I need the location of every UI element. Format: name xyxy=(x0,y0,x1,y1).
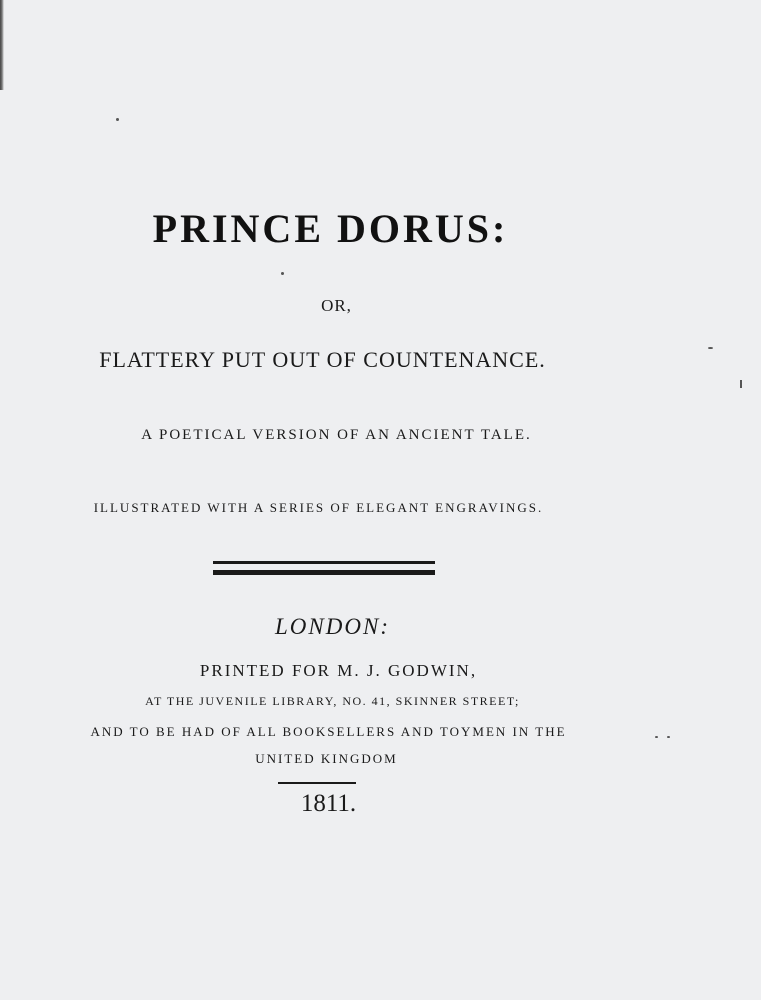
imprint-year: 1811. xyxy=(300,790,357,817)
ink-speck xyxy=(708,347,713,349)
thin-rule xyxy=(213,561,435,564)
or-line: OR, xyxy=(321,296,352,315)
imprint-kingdom: UNITED KINGDOM xyxy=(255,751,398,766)
ink-speck xyxy=(667,736,670,738)
ink-speck xyxy=(655,736,658,738)
thick-rule xyxy=(213,570,435,575)
ink-speck xyxy=(116,118,119,121)
imprint-address: AT THE JUVENILE LIBRARY, NO. 41, SKINNER STREET; xyxy=(145,694,520,708)
page-edge-shadow xyxy=(0,0,4,90)
ink-speck xyxy=(740,380,742,388)
illustrated-line: ILLUSTRATED WITH A SERIES OF ELEGANT ENGRAVINGS. xyxy=(93,500,544,515)
book-subtitle: FLATTERY PUT OUT OF COUNTENANCE. xyxy=(99,347,546,372)
short-rule-divider xyxy=(278,782,356,784)
version-line: A POETICAL VERSION OF AN ANCIENT TALE. xyxy=(141,427,532,443)
ink-speck xyxy=(281,272,284,275)
book-title: PRINCE DORUS: xyxy=(152,206,509,251)
double-rule-divider xyxy=(213,561,435,576)
imprint-city: LONDON: xyxy=(275,614,390,639)
imprint-booksellers: AND TO BE HAD OF ALL BOOKSELLERS AND TOYMEN IN THE xyxy=(90,724,567,739)
imprint-printer: PRINTED FOR M. J. GODWIN, xyxy=(199,661,478,680)
